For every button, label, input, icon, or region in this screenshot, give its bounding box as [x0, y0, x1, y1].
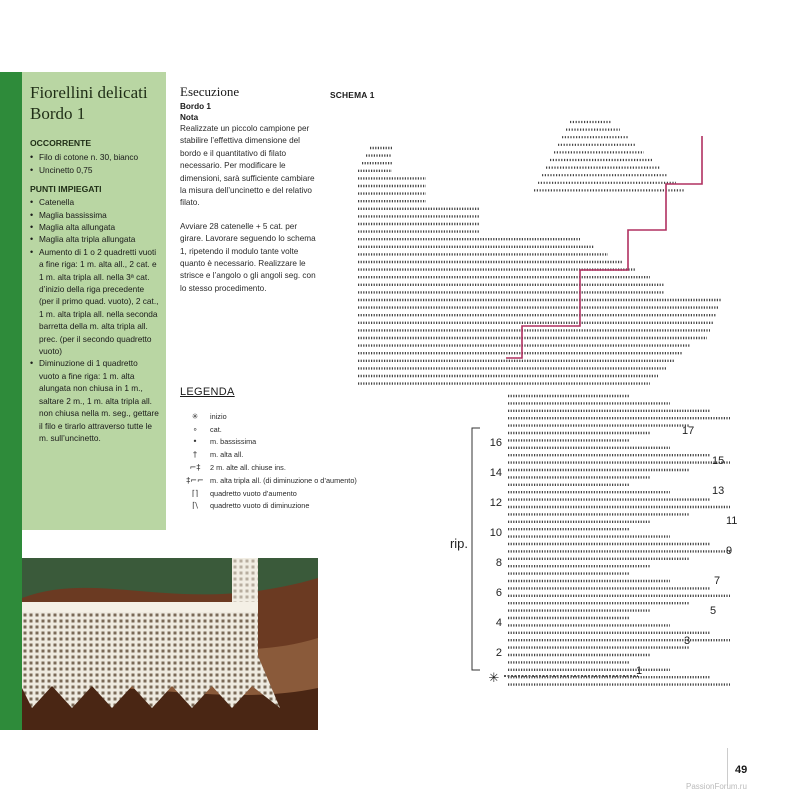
legend-item: ‡⌐⌐ m. alta tripla all. (di diminuzione o d’aumento): [180, 474, 380, 487]
crochet-chart: [330, 100, 790, 700]
decrease-square-icon: ⌈\: [192, 501, 198, 511]
row-number-right: 11: [726, 515, 738, 527]
esecuzione-section: [180, 84, 320, 295]
increase-square-icon: ⌈⌉: [191, 488, 199, 498]
esecuzione-title: Esecuzione: [180, 84, 240, 99]
start-icon: ✳: [488, 671, 500, 686]
list-item: • Diminuzione di 1 quadretto vuoto a fine riga: 1 m. alta alungata non chiusa in 1 m., saltare 2 m., 1 m. alta tripla all. non chiusa nella m. seg., gettare il filo e tirarlo attraverso tutte le m. sull’uncinetto.: [30, 357, 160, 444]
lace-border-photo: [22, 558, 318, 730]
treble-icon: †: [193, 450, 197, 460]
green-edge-strip: [0, 72, 22, 730]
legend-item: • m. bassissima: [180, 436, 380, 449]
page-number: 49: [735, 764, 748, 776]
bordo-subtitle: Bordo 1: [180, 102, 211, 111]
nota-text: Realizzate un piccolo campione per stabilire l’effettiva dimensione del bordo e il quantitativo di filato necessario. Per modificare le dimensioni, sarà sufficiente cambiare la misura dell’uncinetto e del relativo filato.: [180, 124, 315, 208]
instructions-text: Avviare 28 catenelle + 5 cat. per girare. Lavorare seguendo lo schema 1, ripetendo il modulo tante volte quanto è necessario. Realizzare le strisce e l’angolo o gli angoli seg. con lo stesso procedimento.: [180, 221, 316, 293]
list-item: • Maglia alta tripla allungata: [30, 233, 160, 245]
row-number-left: 16: [489, 437, 502, 449]
row-number-left: 14: [489, 467, 502, 479]
row-number-right: 3: [684, 635, 691, 647]
list-item: • Aumento di 1 o 2 quadretti vuoti a fine riga: 1 m. alta all., 2 cat. e 1 m. alta tripla all. nella 3ª cat. d’inizio della riga precedente (per il primo quad. vuoto), 2 cat., 1 m. alta tripla all. nella seconda barretta della m. alta tripla all. prec. (per il secondo quadretto vuoto): [30, 246, 160, 358]
row-number-right: 13: [712, 485, 725, 497]
row-number-left: 4: [495, 617, 502, 629]
legend-item: ⌈⌉ quadretto vuoto d’aumento: [180, 487, 380, 500]
materials-sidebar: [22, 72, 166, 530]
punti-list: [30, 196, 160, 444]
schema-title: SCHEMA 1: [330, 90, 375, 100]
watermark: PassionForum.ru: [686, 782, 747, 791]
row-number-right: 1: [636, 665, 643, 677]
row-number-right: 7: [714, 575, 721, 587]
row-number-left: 12: [489, 497, 502, 509]
nota-label: Nota: [180, 113, 199, 122]
row-number-left: 10: [489, 527, 502, 539]
page-number-rule: [727, 748, 728, 786]
pattern-title: Fiorellini delicati Bordo 1: [30, 83, 148, 123]
occorrente-heading: OCCORRENTE: [30, 138, 92, 148]
row-number-right: 9: [726, 545, 733, 557]
legend-item: ⌐‡ 2 m. alte all. chiuse ins.: [180, 461, 380, 474]
chain-icon: ∘: [192, 424, 198, 434]
punti-heading: PUNTI IMPIEGATI: [30, 184, 102, 195]
row-number-left: 6: [495, 587, 502, 599]
legend-item: † m. alta all.: [180, 448, 380, 461]
list-item: • Uncinetto 0,75: [30, 164, 160, 177]
triple-treble-icon: ‡⌐⌐: [186, 475, 204, 485]
slip-stitch-icon: •: [192, 437, 198, 447]
chart-labels: [450, 425, 737, 686]
legend-item: ✳ inizio: [180, 410, 380, 423]
row-number-right: 17: [682, 425, 695, 437]
occorrente-list: [30, 151, 160, 176]
legend-item: ⌈\ quadretto vuoto di diminuzione: [180, 500, 380, 513]
treble-cluster-icon: ⌐‡: [189, 463, 201, 473]
row-number-left: 8: [495, 557, 502, 569]
list-item: • Maglia alta allungata: [30, 221, 160, 233]
legend-title: LEGENDA: [180, 386, 235, 398]
list-item: • Maglia bassissima: [30, 209, 160, 221]
lace-photo-drawing: [22, 558, 318, 730]
list-item: • Filo di cotone n. 30, bianco: [30, 151, 160, 164]
list-item: • Catenella: [30, 196, 160, 208]
repeat-label: rip.: [449, 536, 468, 551]
legend-item: ∘ cat.: [180, 423, 380, 436]
row-number-right: 15: [712, 455, 725, 467]
start-icon: ✳: [191, 411, 199, 421]
row-number-right: 5: [710, 605, 717, 617]
row-number-left: 2: [495, 647, 502, 659]
